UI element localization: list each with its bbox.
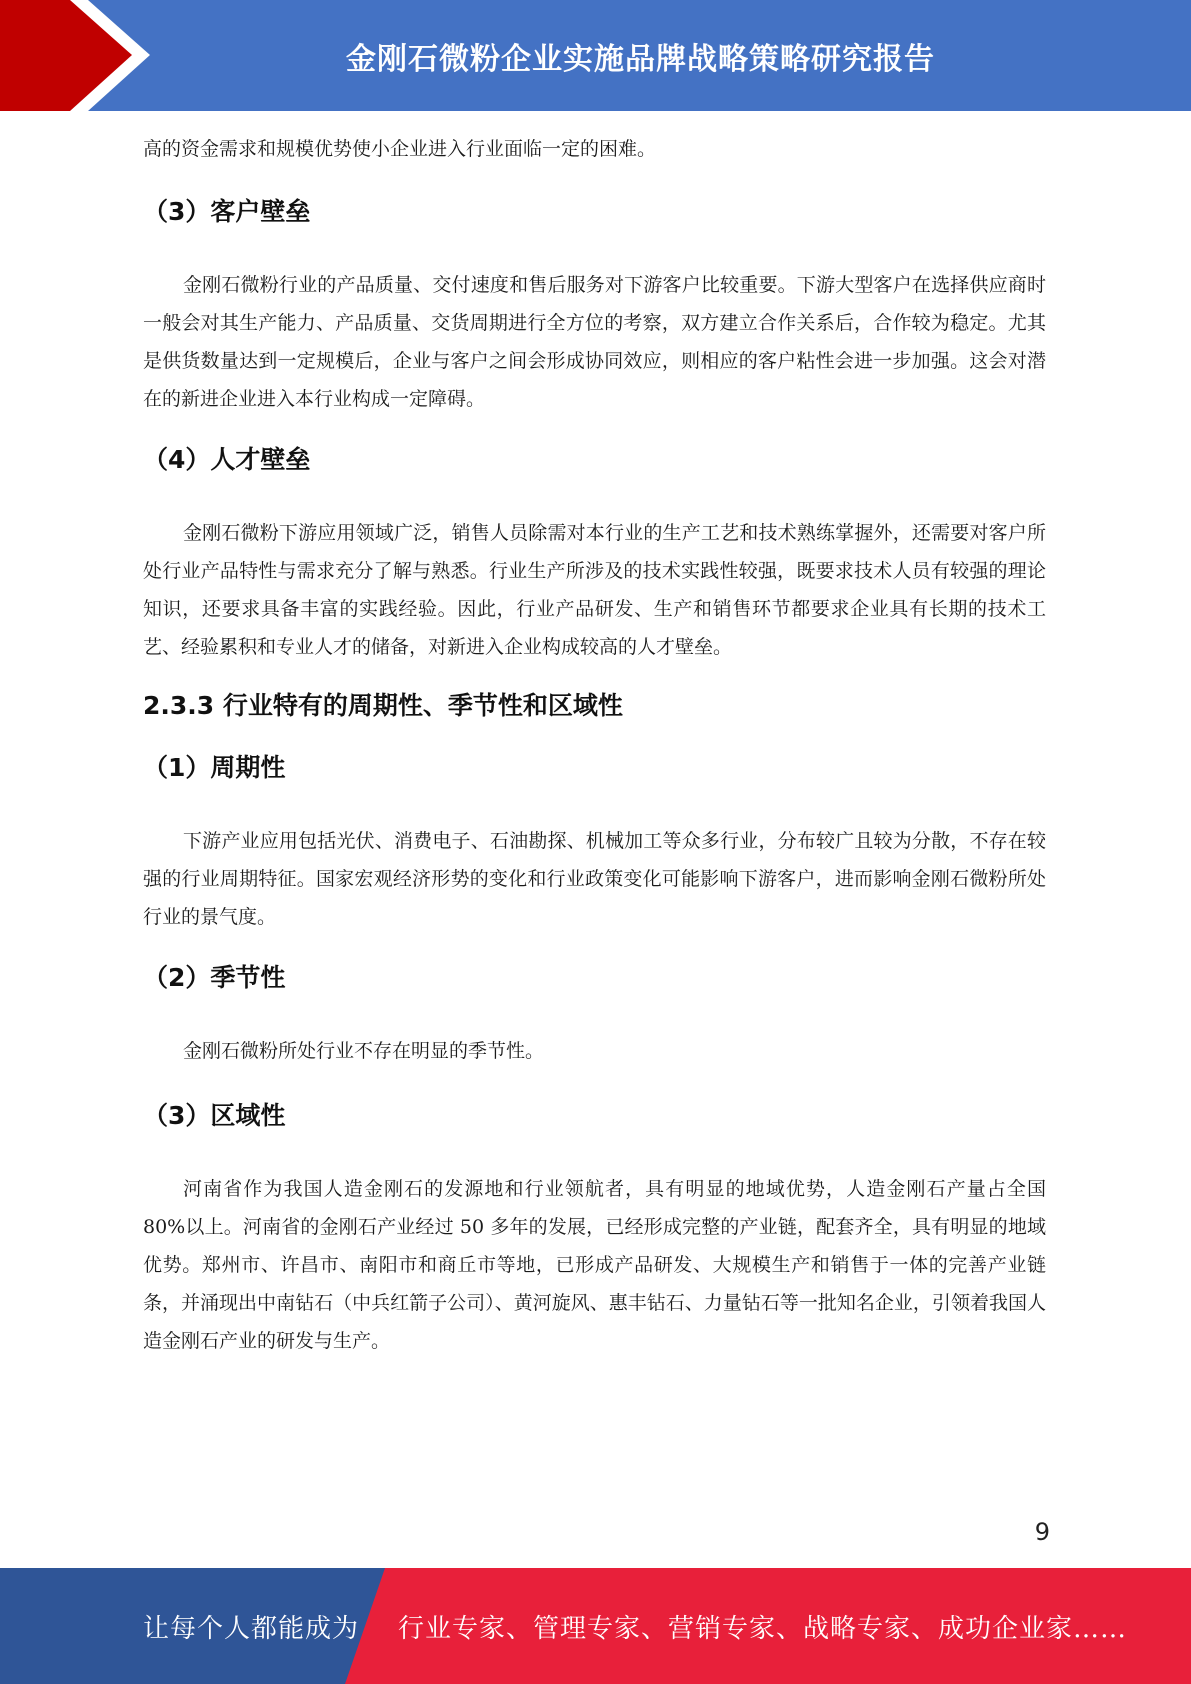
paragraph-cyclicality: 下游产业应用包括光伏、消费电子、石油勘探、机械加工等众多行业，分布较广且较为分散，不存在较强的行业周期特征。国家宏观经济形势的变化和行业政策变化可能影响下游客户，进而影响金刚石微粉所处行业的景气度。 [143,830,1046,928]
heading-regionality: （3）区域性 [143,1101,286,1130]
document-title: 金刚石微粉企业实施品牌战略策略研究报告 [346,41,935,77]
page-footer [0,1568,1191,1684]
paragraph-seasonality: 金刚石微粉所处行业不存在明显的季节性。 [183,1040,545,1062]
paragraph-talent-barrier: 金刚石微粉下游应用领域广泛，销售人员除需对本行业的生产工艺和技术熟练掌握外，还需要对客户所处行业产品特性与需求充分了解与熟悉。行业生产所涉及的技术实践性较强，既要求技术人员有较强的理论知识，还要求具备丰富的实践经验。因此，行业产品研发、生产和销售环节都要求企业具有长期的技术工艺、经验累积和专业人才的储备，对新进入企业构成较高的人才壁垒。 [143,522,1046,658]
heading-cyclicality: （1）周期性 [143,753,286,782]
page-number: 9 [1034,1518,1050,1546]
page-header [0,0,1191,111]
heading-talent-barrier: （4）人才壁垒 [143,445,311,474]
heading-seasonality: （2）季节性 [143,963,286,992]
paragraph-intro: 高的资金需求和规模优势使小企业进入行业面临一定的困难。 [143,138,657,160]
page-body [143,130,1046,1360]
paragraph-customer-barrier: 金刚石微粉行业的产品质量、交付速度和售后服务对下游客户比较重要。下游大型客户在选择供应商时一般会对其生产能力、产品质量、交货周期进行全方位的考察，双方建立合作关系后，合作较为稳定。尤其是供货数量达到一定规模后，企业与客户之间会形成协同效应，则相应的客户粘性会进一步加强。这会对潜在的新进企业进入本行业构成一定障碍。 [143,274,1046,410]
heading-customer-barrier: （3）客户壁垒 [143,197,311,226]
paragraph-regionality: 河南省作为我国人造金刚石的发源地和行业领航者，具有明显的地域优势，人造金刚石产量占全国 80%以上。河南省的金刚石产业经过 50 多年的发展，已经形成完整的产业链，配套齐全，具有明显的地域优势。郑州市、许昌市、南阳市和商丘市等地，已形成产品研发、大规模生产和销售于一体的完善产业链条，并涌现出中南钻石（中兵红箭子公司）、黄河旋风、惠丰钻石、力量钻石等一批知名企业，引领着我国人造金刚石产业的研发与生产。 [143,1178,1046,1352]
footer-slogan-right: 行业专家、管理专家、营销专家、战略专家、成功企业家…… [398,1613,1128,1644]
section-heading: 2.3.3 行业特有的周期性、季节性和区域性 [143,691,623,720]
footer-slogan-left: 让每个人都能成为 [143,1613,360,1644]
